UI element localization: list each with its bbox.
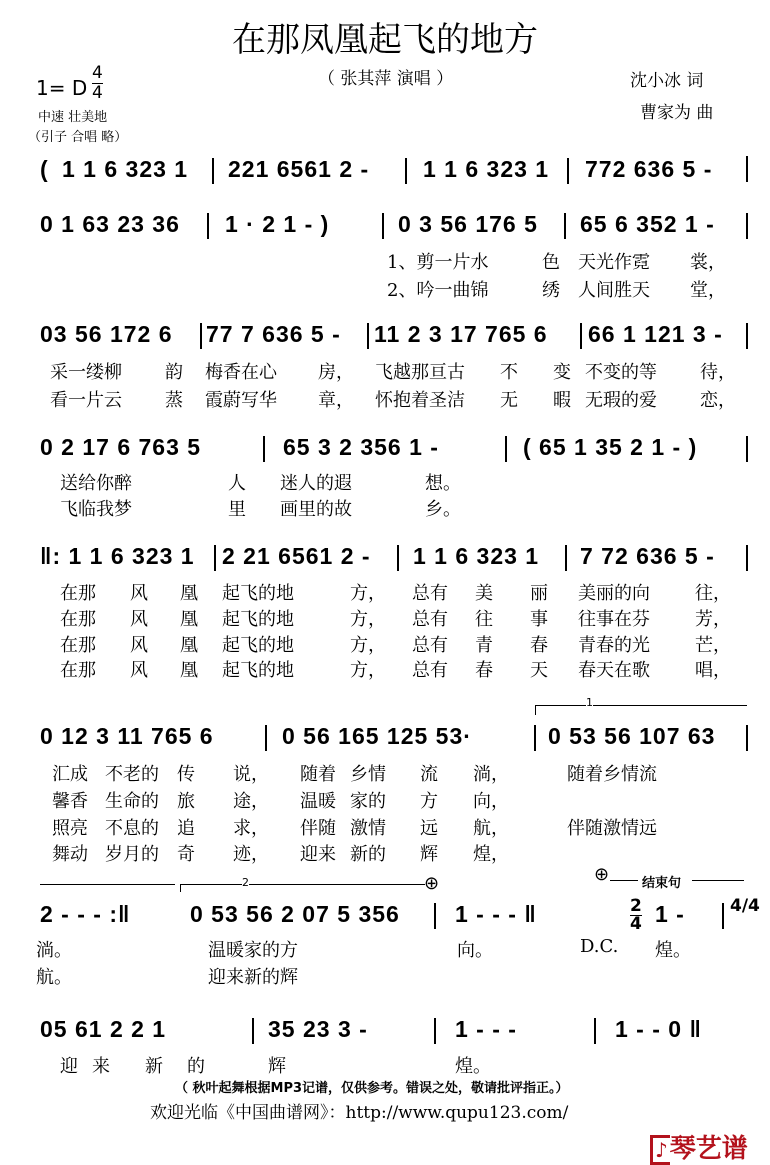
lyric: 方	[420, 791, 438, 812]
lyric: 煌。	[455, 1056, 491, 1077]
lyric: 方，	[350, 660, 386, 681]
lyric: 起飞的地	[222, 609, 294, 630]
lyric: 迎	[60, 1056, 78, 1077]
qinyipu-logo: ♪琴艺谱	[650, 1128, 748, 1165]
time-signature: 4 4	[92, 63, 103, 103]
measure: 1 1 6 323 1	[413, 543, 540, 569]
lyric: 恋，	[700, 390, 736, 411]
coda-icon: ⊕	[424, 873, 440, 894]
lyric: 新的	[350, 844, 386, 865]
lyric: 人间胜天	[578, 280, 650, 301]
lyric: 奇	[177, 844, 195, 865]
lyric: 起飞的地	[222, 635, 294, 656]
measure: 35 23 3 -	[268, 1016, 368, 1042]
lyric: 不老的	[105, 764, 159, 785]
lyric: 往，	[695, 583, 731, 604]
lyric: 变	[553, 362, 571, 383]
lyric: 飞临我梦	[60, 499, 132, 520]
lyric: 随着	[300, 764, 336, 785]
lyric: 迹，	[233, 844, 269, 865]
lyric: 温暖	[300, 791, 336, 812]
lyric: 乡。	[425, 499, 461, 520]
lyric: 绣	[542, 280, 560, 301]
lyric: 来	[92, 1056, 110, 1077]
lyric: 青春的光	[578, 635, 650, 656]
lyric: 风	[130, 583, 148, 604]
measure: 0 1 63 23 36	[40, 211, 180, 237]
lyric: 激情	[350, 818, 386, 839]
measure: 66 1 121 3 -	[588, 321, 723, 347]
lyric: 芳，	[695, 609, 731, 630]
lyric: 人	[228, 473, 246, 494]
lyric: 怀抱着圣洁	[375, 390, 465, 411]
lyric: 淌。	[36, 940, 72, 961]
lyric: 在那	[60, 583, 96, 604]
lyric: 求，	[233, 818, 269, 839]
lyric: 霞蔚写华	[205, 390, 277, 411]
coda-label: 结束句	[642, 876, 682, 891]
lyric: 芒，	[695, 635, 731, 656]
lyric: 天	[530, 660, 548, 681]
lyric: 凰	[180, 660, 198, 681]
lyric: 风	[130, 635, 148, 656]
lyric: 在那	[60, 609, 96, 630]
lyric: 春	[475, 660, 493, 681]
measure: 0 3 56 176 5	[398, 211, 538, 237]
measure: 65 3 2 356 1 -	[283, 434, 439, 460]
lyric: 乡情	[350, 764, 386, 785]
lyric: 的	[187, 1056, 205, 1077]
lyric: 岁月的	[105, 844, 159, 865]
lyric: 照亮	[52, 818, 88, 839]
lyric: 流	[420, 764, 438, 785]
measure: 1 - - 0 ‖	[615, 1016, 702, 1042]
lyric: 远	[420, 818, 438, 839]
lyric: 2、吟一曲锦	[387, 280, 489, 301]
lyric: 青	[475, 635, 493, 656]
lyric: 风	[130, 609, 148, 630]
lyric: 总有	[412, 660, 448, 681]
measure: 03 56 172 6	[40, 321, 173, 347]
composer: 曹家为 曲	[640, 103, 714, 123]
song-title: 在那凤凰起飞的地方	[232, 20, 538, 60]
lyric: D.C.	[580, 936, 619, 957]
lyric: 汇成	[52, 764, 88, 785]
lyric: 说，	[233, 764, 269, 785]
lyric: 途，	[233, 791, 269, 812]
lyric: 辉	[268, 1056, 286, 1077]
lyric: 美丽的向	[578, 583, 650, 604]
lyric: 事	[530, 609, 548, 630]
paren: (	[40, 156, 49, 182]
lyric: 无瑕的爱	[585, 390, 657, 411]
lyric: 画里的故	[280, 499, 352, 520]
lyric: 送给你醉	[60, 473, 132, 494]
lyric: 蒸	[165, 390, 183, 411]
measure: 0 56 165 125 53·	[282, 723, 472, 749]
lyric: 凰	[180, 609, 198, 630]
lyric: 温暖家的方	[208, 940, 298, 961]
lyric: 向。	[457, 940, 493, 961]
tempo: 中速 壮美地	[38, 110, 108, 125]
lyricist: 沈小冰 词	[630, 71, 704, 91]
lyric: 总有	[412, 609, 448, 630]
key-signature: 1= D	[36, 76, 88, 100]
lyric: 迎来新的辉	[208, 967, 298, 988]
measure: 0 12 3 11 765 6	[40, 723, 214, 749]
lyric: 馨香	[52, 791, 88, 812]
lyric: 迎来	[300, 844, 336, 865]
lyric: 里	[228, 499, 246, 520]
lyric: 风	[130, 660, 148, 681]
measure: 65 6 352 1 -	[580, 211, 715, 237]
lyric: 丽	[530, 583, 548, 604]
lyric: 房，	[318, 362, 354, 383]
lyric: 1、剪一片水	[387, 252, 489, 273]
volta-1: 1	[586, 696, 593, 709]
measure: 1 1 6 323 1	[423, 156, 550, 182]
volta-2: 2	[242, 876, 249, 889]
measure: 1 - - - ‖	[455, 901, 537, 927]
lyric: 往事在芬	[578, 609, 650, 630]
lyric: 梅香在心	[205, 362, 277, 383]
lyric: 春	[530, 635, 548, 656]
measure: ( 65 1 35 2 1 - )	[523, 434, 698, 460]
lyric: 起飞的地	[222, 660, 294, 681]
lyric: 伴随	[300, 818, 336, 839]
intro-note: （引子 合唱 略）	[28, 130, 128, 145]
measure: 2 21 6561 2 -	[222, 543, 371, 569]
lyric: 在那	[60, 635, 96, 656]
lyric: 辉	[420, 844, 438, 865]
measure: 77 7 636 5 -	[206, 321, 341, 347]
measure: 7 72 636 5 -	[580, 543, 715, 569]
measure: 1 - - -	[455, 1016, 517, 1042]
lyric: 旅	[177, 791, 195, 812]
lyric: 暇	[553, 390, 571, 411]
lyric: 无	[500, 390, 518, 411]
lyric: 不息的	[105, 818, 159, 839]
lyric: 色	[542, 252, 560, 273]
lyric: 伴随激情远	[567, 818, 657, 839]
lyric: 起飞的地	[222, 583, 294, 604]
measure: 1 · 2 1 - )	[225, 211, 330, 237]
lyric: 舞动	[52, 844, 88, 865]
lyric: 看一片云	[50, 390, 122, 411]
lyric: 迷人的遐	[280, 473, 352, 494]
measure: 2 - - - :‖	[40, 901, 131, 927]
lyric: 追	[177, 818, 195, 839]
lyric: 方，	[350, 635, 386, 656]
lyric: 飞越那亘古	[375, 362, 465, 383]
lyric: 不变的等	[585, 362, 657, 383]
lyric: 方，	[350, 609, 386, 630]
measure: 221 6561 2 -	[228, 156, 370, 182]
lyric: 煌。	[655, 940, 691, 961]
measure: 0 2 17 6 763 5	[40, 434, 202, 460]
lyric: 堂，	[690, 280, 726, 301]
lyric: 总有	[412, 635, 448, 656]
lyric: 不	[500, 362, 518, 383]
lyric: 裳，	[690, 252, 726, 273]
lyric: 采一缕柳	[50, 362, 122, 383]
time-signature-2-4: 2 4	[630, 896, 642, 934]
lyric: 航，	[473, 818, 509, 839]
lyric: 总有	[412, 583, 448, 604]
lyric: 凰	[180, 583, 198, 604]
lyric: 往	[475, 609, 493, 630]
lyric: 淌，	[473, 764, 509, 785]
coda-icon: ⊕	[594, 864, 610, 885]
lyric: 待，	[700, 362, 736, 383]
time-signature-4-4: 4/4	[730, 896, 760, 916]
singer: （ 张其萍 演唱 ）	[318, 69, 454, 89]
lyric: 随着乡情流	[567, 764, 657, 785]
measure: 0 53 56 2 07 5 356	[190, 901, 400, 927]
measure: 1 1 6 323 1	[62, 156, 189, 182]
measure: ‖: 1 1 6 323 1	[40, 543, 195, 569]
lyric: 美	[475, 583, 493, 604]
measure: 772 636 5 -	[585, 156, 713, 182]
lyric: 向，	[473, 791, 509, 812]
measure: 11 2 3 17 765 6	[374, 321, 548, 347]
lyric: 想。	[425, 473, 461, 494]
lyric: 航。	[36, 967, 72, 988]
website-text: 欢迎光临《中国曲谱网》：http://www.qupu123.com/	[150, 1103, 569, 1123]
lyric: 凰	[180, 635, 198, 656]
lyric: 传	[177, 764, 195, 785]
lyric: 章，	[318, 390, 354, 411]
lyric: 天光作霓	[578, 252, 650, 273]
lyric: 在那	[60, 660, 96, 681]
measure: 05 61 2 2 1	[40, 1016, 167, 1042]
lyric: 春天在歌	[578, 660, 650, 681]
footnote: （ 秋叶起舞根据MP3记谱，仅供参考。错误之处，敬请批评指正。）	[175, 1081, 569, 1096]
lyric: 新	[145, 1056, 163, 1077]
measure: 1 -	[655, 901, 685, 927]
lyric: 唱，	[695, 660, 731, 681]
lyric: 家的	[350, 791, 386, 812]
lyric: 韵	[165, 362, 183, 383]
lyric: 生命的	[105, 791, 159, 812]
lyric: 煌，	[473, 844, 509, 865]
measure: 0 53 56 107 63	[548, 723, 716, 749]
lyric: 方，	[350, 583, 386, 604]
